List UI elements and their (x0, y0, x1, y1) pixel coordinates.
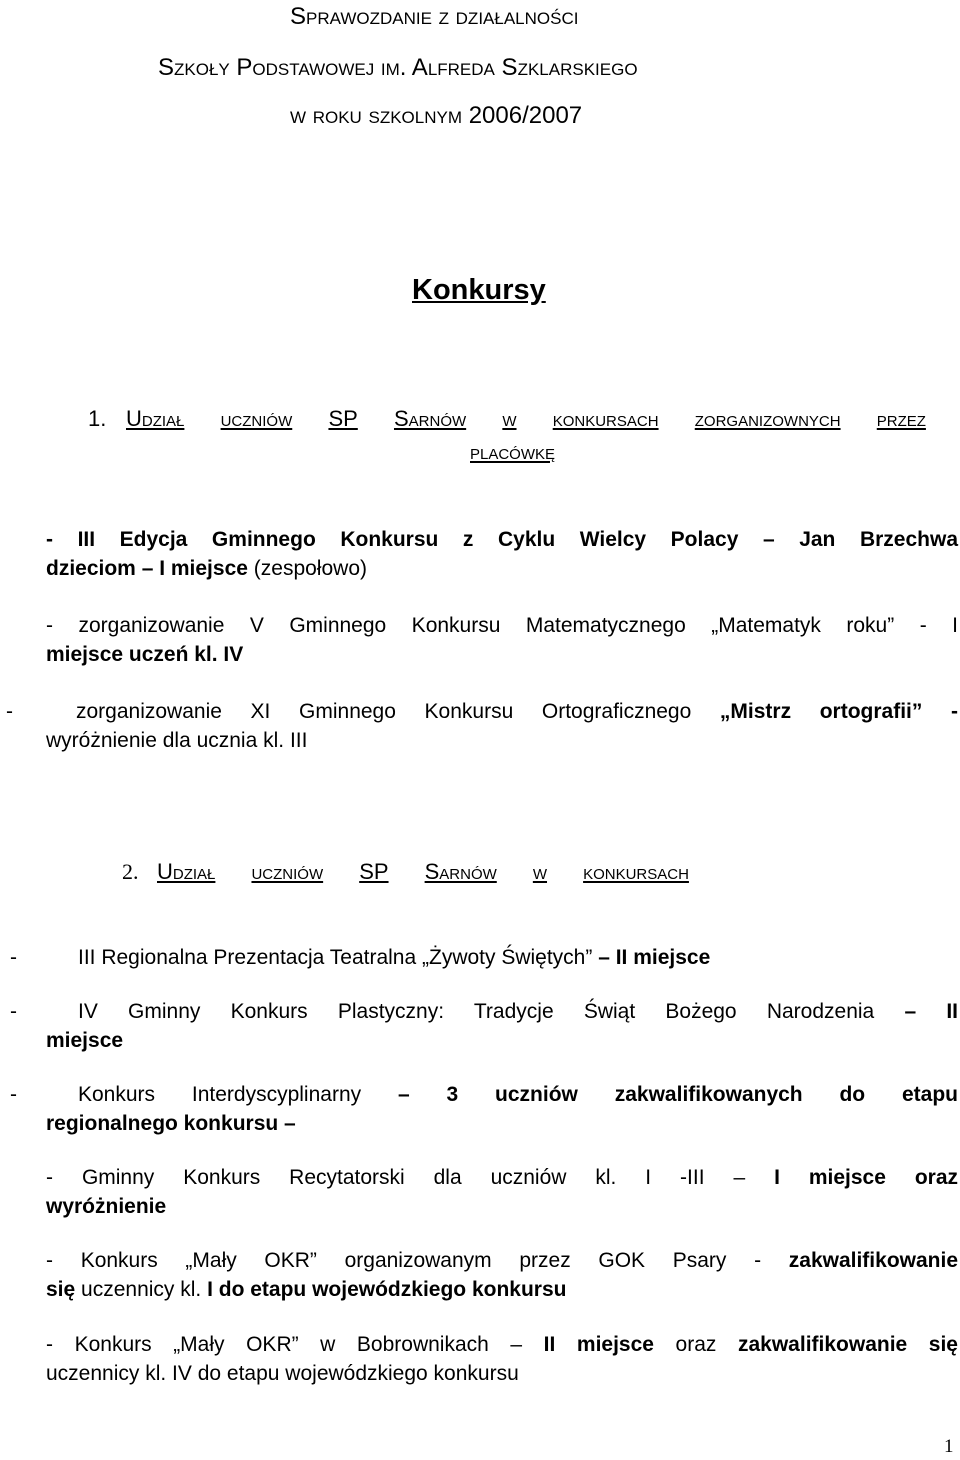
list-item-line: miejsce uczeń kl. IV (46, 643, 244, 666)
list-item-line: wyróżnienie dla ucznia kl. III (46, 729, 308, 752)
list-dash: - (10, 946, 17, 969)
section2-title-word: Sarnów (424, 859, 497, 884)
section1-title-word: Sarnów (393, 406, 467, 431)
page-number: 1 (944, 1436, 954, 1457)
section2-title-word: SP (359, 859, 389, 884)
list-item-line: uczennicy kl. IV do etapu wojewódzkiego konkursu (46, 1362, 519, 1385)
list-item-line: regionalnego konkursu – (46, 1112, 296, 1135)
section2-title-word: Udział (157, 859, 216, 884)
list-item-line: zorganizowanie XI Gminnego Konkursu Ortograficznego „Mistrz ortografii” - (76, 700, 959, 723)
list-item-line: III Regionalna Prezentacja Teatralna „Żywoty Świętych” – II miejsce (78, 946, 711, 969)
list-item-line: IV Gminny Konkurs Plastyczny: Tradycje Świąt Bożego Narodzenia – II (78, 1000, 958, 1023)
section2-number: 2. (122, 859, 139, 884)
list-item-line: się uczennicy kl. I do etapu wojewódzkiego konkursu (46, 1278, 567, 1301)
list-item-line: - Gminny Konkurs Recytatorski dla uczniów kl. I -III – I miejsce oraz (46, 1166, 959, 1189)
report-title-line2: Szkoły Podstawowej im. Alfreda Szklarskiego (158, 54, 638, 81)
list-item-line: - Konkurs „Mały OKR” organizowanym przez GOK Psary - zakwalifikowanie (46, 1249, 958, 1272)
school-year: 2006/2007 (468, 102, 583, 129)
list-item-line: wyróżnienie (46, 1195, 167, 1218)
list-item-line: dzieciom – I miejsce (zespołowo) (46, 557, 367, 580)
section2-title (157, 859, 689, 885)
list-item-line: - III Edycja Gminnego Konkursu z Cyklu Wielcy Polacy – Jan Brzechwa (46, 528, 958, 551)
section1-title-line1 (126, 405, 926, 433)
section1-title-word: uczniów (220, 406, 293, 431)
section1-title-word: konkursach (552, 406, 659, 431)
list-item-line: Konkurs Interdyscyplinarny – 3 uczniów zakwalifikowanych do etapu (78, 1083, 958, 1106)
section1-title-word: zorganizownych (694, 406, 841, 431)
section2-title-word: konkursach (583, 859, 689, 884)
section1-title-word: przez (876, 406, 926, 431)
main-heading: Konkursy (412, 274, 546, 306)
section2-title-word: uczniów (251, 859, 324, 884)
list-dash: - (10, 1083, 17, 1106)
section1-number: 1. (88, 406, 107, 431)
section1-title-line2: placówkę (470, 439, 556, 464)
section2-title-word: w (532, 859, 548, 884)
section1-title-word: Udział (126, 406, 185, 431)
section1-title-word: w (502, 406, 517, 431)
section1-title-word: SP (328, 406, 358, 431)
list-item-line: - Konkurs „Mały OKR” w Bobrownikach – II miejsce oraz zakwalifikowanie się (46, 1333, 958, 1356)
list-item-line: - zorganizowanie V Gminnego Konkursu Matematycznego „Matematyk roku” - I (46, 614, 958, 637)
report-title-prefix: w roku szkolnym (290, 102, 469, 129)
list-dash: - (10, 1000, 17, 1023)
list-dash: - (6, 700, 13, 723)
report-title-line3 (290, 101, 582, 131)
report-title-line1: Sprawozdanie z działalności (290, 3, 579, 30)
list-item-line: miejsce (46, 1029, 124, 1052)
